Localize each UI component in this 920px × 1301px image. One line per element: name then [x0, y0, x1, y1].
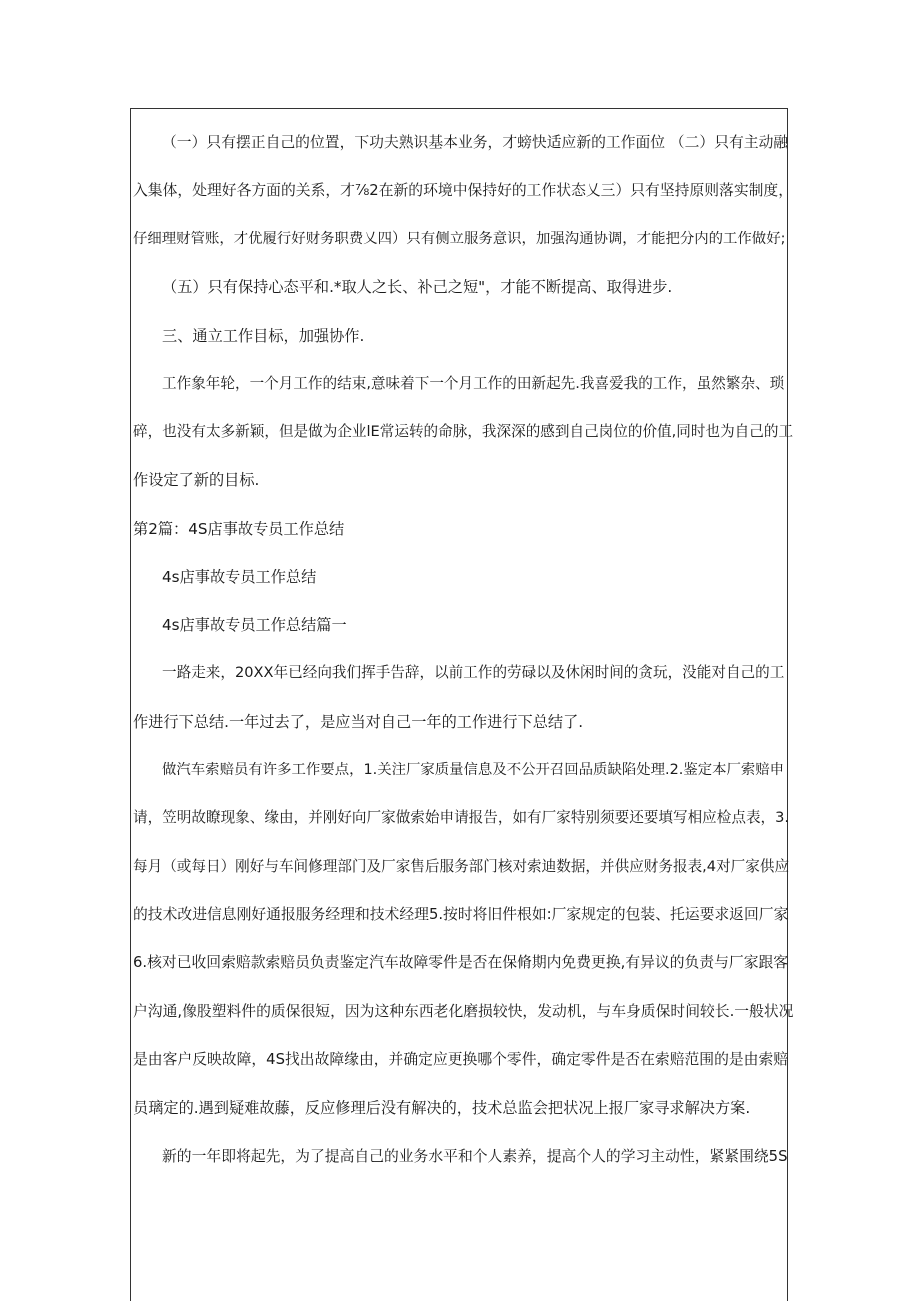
paragraph-line: 是由客户反映故障，4S找出故障缘由，并确定应更换哪个零件，确定零件是否在索赔范围的是由索赔 [133, 1051, 789, 1068]
paragraph-line: 一路走来，20XX年已经向我们挥手告辞，以前工作的劳碌以及休闲时间的贪玩，没能对自己的工 [162, 664, 785, 681]
paragraph-line: 碎，也没有太多新颖，但是做为企业lE常运转的命脉，我深深的感到自己岗位的价值,同时也为自己的工 [133, 423, 794, 440]
subtitle: 4s店事故专员工作总结篇一 [162, 616, 347, 634]
section-heading: 三、通立工作目标，加强协作. [162, 327, 365, 345]
paragraph-line: 工作象年轮，一个月工作的结束,意味着下一个月工作的田新起先.我喜爱我的工作，虽然繁杂、琐 [162, 375, 785, 392]
paragraph-line: 的技术改进信息刚好通报服务经理和技术经理5.按时将旧件根如:厂家规定的包装、托运要求返回厂家 [133, 906, 789, 923]
paragraph-line: 员璃定的.遇到疑难故藤，反应修理后没有解决的，技术总监会把状况上报厂家寻求解决方案. [133, 1099, 751, 1117]
chapter-title: 第2篇：4S店事故专员工作总结 [133, 520, 345, 538]
paragraph-line: 每月（或每日）刚好与车间修理部门及厂家售后服务部门核对索迪数据，并供应财务报表,4对厂家供应 [133, 858, 790, 875]
paragraph-line: 作进行下总结.一年过去了，是应当对自己一年的工作进行下总结了. [133, 713, 584, 731]
paragraph-line: 户沟通,像股塑料件的质保很短，因为这种东西老化磨损较快，发动机，与车身质保时间较长.一般状况 [133, 1003, 794, 1020]
paragraph-line: 请，笠明故瞭现象、缘由，并刚好向厂家做索始申请报告，如有厂家特别须要还要填写相应检点表，3. [133, 809, 790, 826]
paragraph-line: 6.核对已收回索赔款索赔员负责鉴定汽车故障零件是否在保脩期内免费更换,有异议的负责与厂家跟客 [133, 954, 789, 971]
paragraph-line: 入集体，处理好各方面的关系，才⅞2在新的环境中保持好的工作状态乂三）只有坚持原则落实制度， [133, 182, 794, 199]
paragraph-line: 做汽车索赔员有许多工作要点，1.关注厂家质量信息及不公开召回品质缺陷处理.2.鉴定本厂索赔申 [162, 762, 785, 778]
paragraph-line: 作设定了新的目标. [133, 471, 260, 489]
paragraph-line: （五）只有保持心态平和.*取人之长、补己之短"，才能不断提高、取得进步. [162, 278, 673, 296]
paragraph-line: （一）只有摆正自己的位置，下功夫熟识基本业务，才螃快适应新的工作面位 （二）只有主动融 [162, 134, 789, 151]
subtitle: 4s店事故专员工作总结 [162, 568, 317, 586]
paragraph-line: 仔细理财管账，才优履行好财务职费乂四）只有侧立服务意识，加强沟通协调，才能把分内的工作做好; [133, 231, 786, 247]
paragraph-line: 新的一年即将起先，为了提高自己的业务水平和个人素养，提高个人的学习主动性，紧紧围绕5S [162, 1148, 788, 1165]
